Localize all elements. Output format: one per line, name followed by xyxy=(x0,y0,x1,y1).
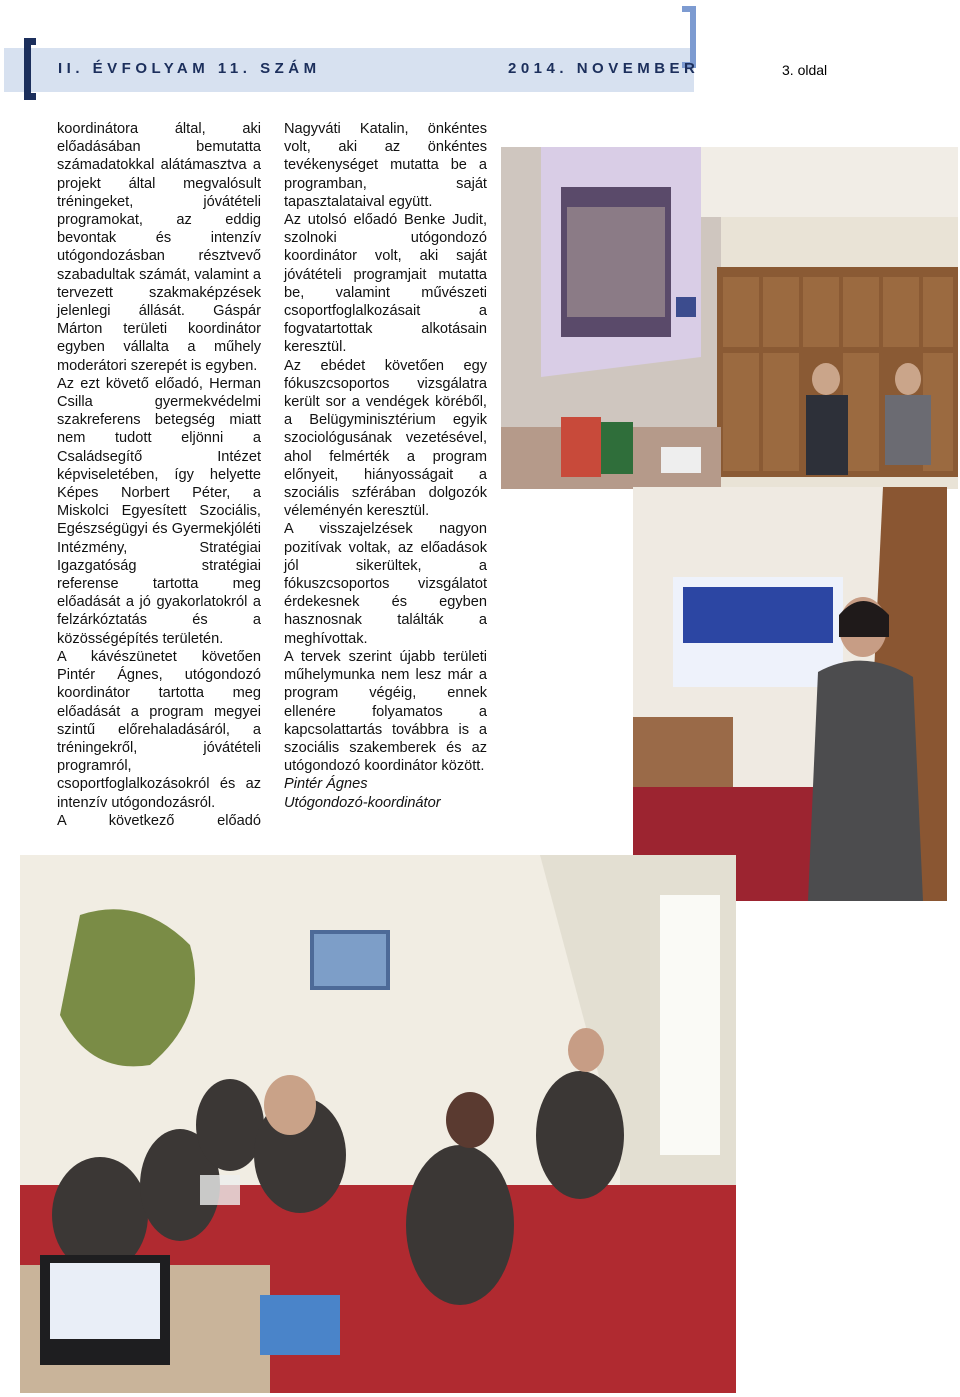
paragraph: A következő előadó xyxy=(57,812,261,829)
paragraph: A visszajelzések nagyon pozitívak voltak, az előadások jól sikerültek, a fókuszcsoportos vizsgálatot érdekesnek és egyben hasznosnak találták a meghívottak. xyxy=(284,521,487,647)
page-number: 3. oldal xyxy=(782,62,828,78)
author-name: Pintér Ágnes xyxy=(284,776,368,793)
left-bracket-decoration xyxy=(24,38,36,100)
author-title: Utógondozó-koordinátor xyxy=(284,794,441,811)
paragraph: A kávészünetet követően Pintér Ágnes, utógondozó koordinátor tartotta meg előadását a program megyei szintű előrehaladásáról, a tréningekről, jóvátételi programról, csoportfoglalkozásokról és az intenzív utógondozásról. xyxy=(57,648,261,811)
right-bracket-decoration xyxy=(682,6,696,68)
volume-issue: II. ÉVFOLYAM 11. SZÁM xyxy=(58,60,321,77)
paragraph: Nagyváti Katalin, önkéntes volt, aki az önkéntes tevékenységet mutatta be a programban, saját tapasztalataival együtt. xyxy=(284,121,487,210)
paragraph: koordinátora által, aki előadásában bemutatta számadatokkal alátámasztva a projekt által megvalósult tréningeket, jóvátételi programokat, az eddig bevontak és intenzív utógondozásban résztvevő szabadultak számát, valamint a tervezett szakmaképzések jelenlegi állását. Gáspár Márton területi koordinátor egyben vállalta a műhely moderátori szerepét is egyben. xyxy=(57,121,261,374)
photo-audience xyxy=(20,855,736,1393)
paragraph: Az ebédet követően egy fókuszcsoportos vizsgálatra került sor a vendégek köréből, a Belügyminisztérium egyik szociológusának vezetésével, ahol felmérték a program előnyeit, hiányosságait a szociális szférában dolgozók véleményén keresztül. xyxy=(284,357,487,520)
issue-date: 2014. NOVEMBER xyxy=(508,60,700,77)
paragraph: Az ezt követő előadó, Herman Csilla gyermekvédelmi szakreferens betegség miatt nem tudott eljönni a Családsegítő Intézet képviseletében, így helyette Képes Norbert Péter, a Miskolci Egyesített Szociális, Egészségügyi és Gyermekjóléti Intézmény, Stratégiai Igazgatóság stratégiai referense tartotta meg előadását a jó gyakorlatokról a felzárkóztatás és a közösségépítés területén. xyxy=(57,375,261,647)
paragraph: Az utolsó előadó Benke Judit, szolnoki utógondozó koordinátor volt, aki saját jóvátételi programjait mutatta be, valamint művészeti csoportfoglalkozásait a fogvatartottak alkotásain keresztül. xyxy=(284,212,487,356)
paragraph: A tervek szerint újabb területi műhelymunka nem lesz már a program végéig, ennek ellenére folyamatos a kapcsolattartás továbbra is a szociális szakemberek és az utógondozó koordinátor között. xyxy=(284,648,487,775)
photo-presentation-room xyxy=(501,147,958,489)
photo-presenter-woman xyxy=(633,487,947,901)
article-column-2 xyxy=(284,120,487,812)
article-column-1 xyxy=(57,120,261,830)
